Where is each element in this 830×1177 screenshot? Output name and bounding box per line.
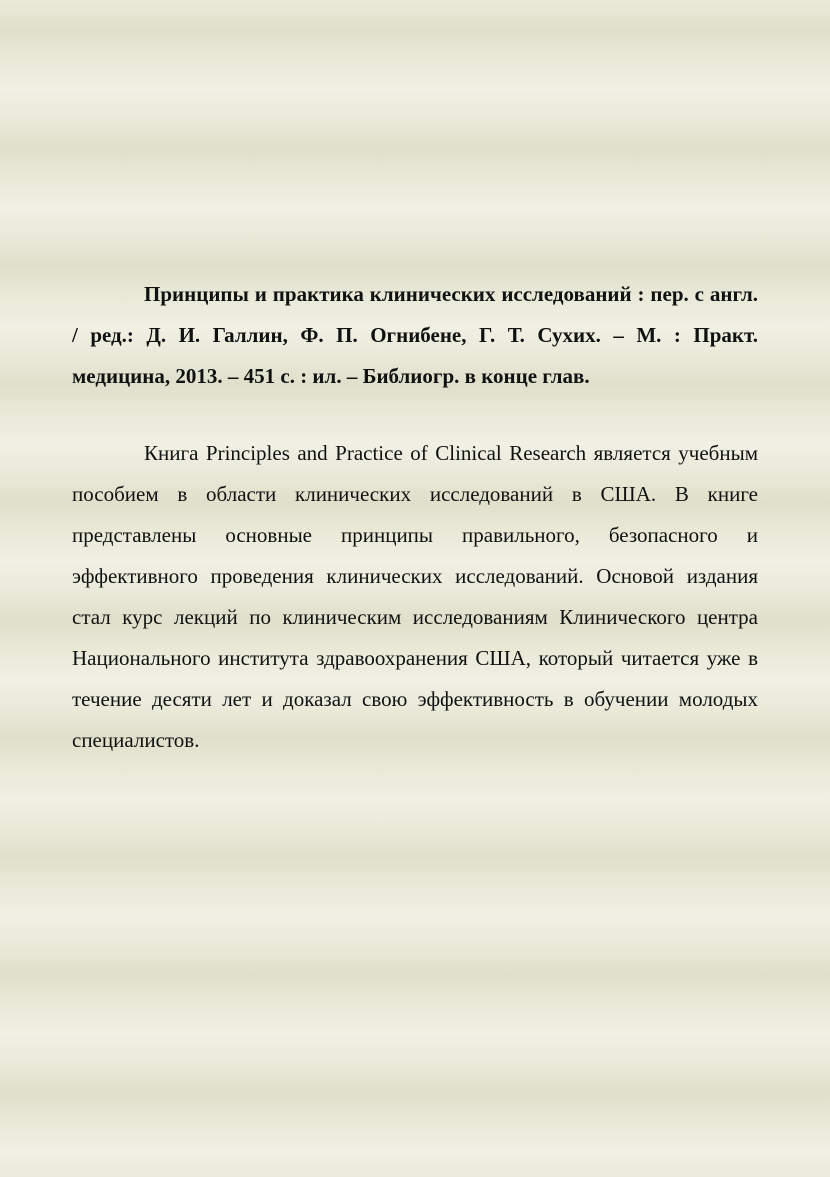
book-annotation: Книга Principles and Practice of Clinical Research является учебным пособием в области клинических исследований в США. В книге представлены основные принципы правильного, безопасного и эффективного проведения клинических исследований. Основой издания стал курс лекций по клиническим исследованиям Клинического центра Национального института здравоохранения США, который читается уже в течение десяти лет и доказал свою эффективность в обучении молодых специалистов. <box>72 441 758 752</box>
bibliographic-citation: Принципы и практика клинических исследований : пер. с англ. / ред.: Д. И. Галлин, Ф. П. Огнибене, Г. Т. Сухих. – М. : Практ. медицина, 2013. – 451 с. : ил. – Библиогр. в конце глав. <box>72 282 758 388</box>
